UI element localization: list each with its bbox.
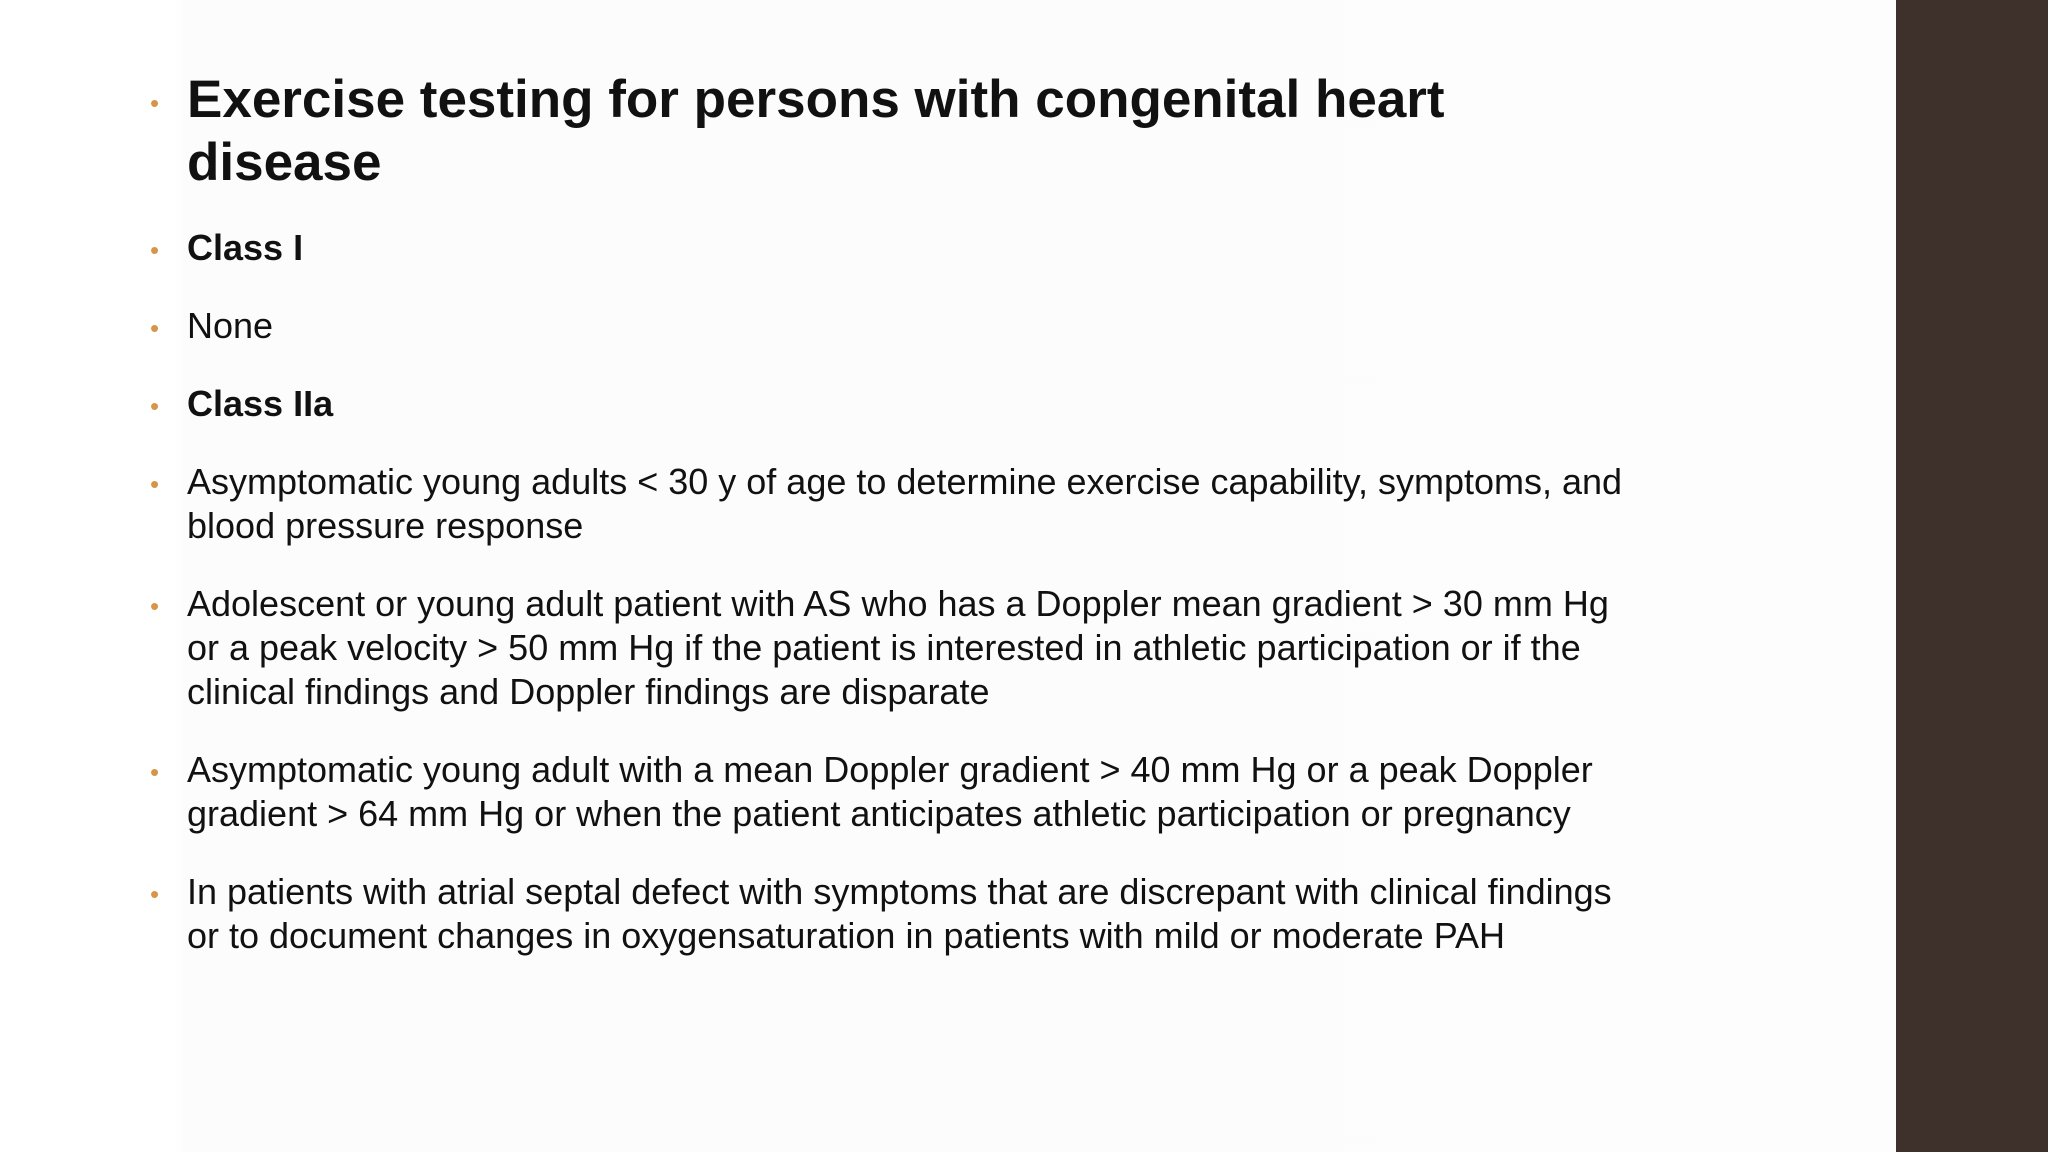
bullet-item [150, 304, 1650, 348]
bullet-text: Asymptomatic young adults < 30 y of age to determine exercise capability, symptoms, and blood pressure response [187, 461, 1623, 546]
slide-content [150, 68, 1650, 992]
class-i-heading: Class I [187, 227, 304, 268]
bullet-item [150, 748, 1650, 836]
bullet-icon: • [150, 235, 160, 265]
bullet-icon: • [150, 88, 160, 118]
bullet-icon: • [150, 313, 160, 343]
bullet-item [150, 870, 1650, 958]
class-iia-heading: Class IIa [187, 383, 334, 424]
bullet-icon: • [150, 391, 160, 421]
bullet-icon: • [150, 757, 160, 787]
bullet-text: Adolescent or young adult patient with AS who has a Doppler mean gradient > 30 mm Hg or a peak velocity > 50 mm Hg if the patient is interested in athletic participation or if the clinical findings and Doppler findings are disparate [187, 583, 1609, 712]
slide-title-row [150, 68, 1650, 194]
bullet-item [150, 582, 1650, 714]
class-i-text: None [187, 305, 274, 346]
bullet-icon: • [150, 469, 160, 499]
bullet-icon: • [150, 591, 160, 621]
bullet-text: In patients with atrial septal defect with symptoms that are discrepant with clinical findings or to document changes in oxygensaturation in patients with mild or moderate PAH [187, 871, 1612, 956]
bullet-item [150, 382, 1650, 426]
bullet-item [150, 226, 1650, 270]
bullet-item [150, 460, 1650, 548]
bullet-text: Asymptomatic young adult with a mean Doppler gradient > 40 mm Hg or a peak Doppler gradient > 64 mm Hg or when the patient anticipates athletic participation or pregnancy [187, 749, 1593, 834]
bullet-icon: • [150, 879, 160, 909]
slide-title: Exercise testing for persons with congenital heart disease [187, 70, 1445, 192]
decorative-side-band [1896, 0, 2048, 1152]
